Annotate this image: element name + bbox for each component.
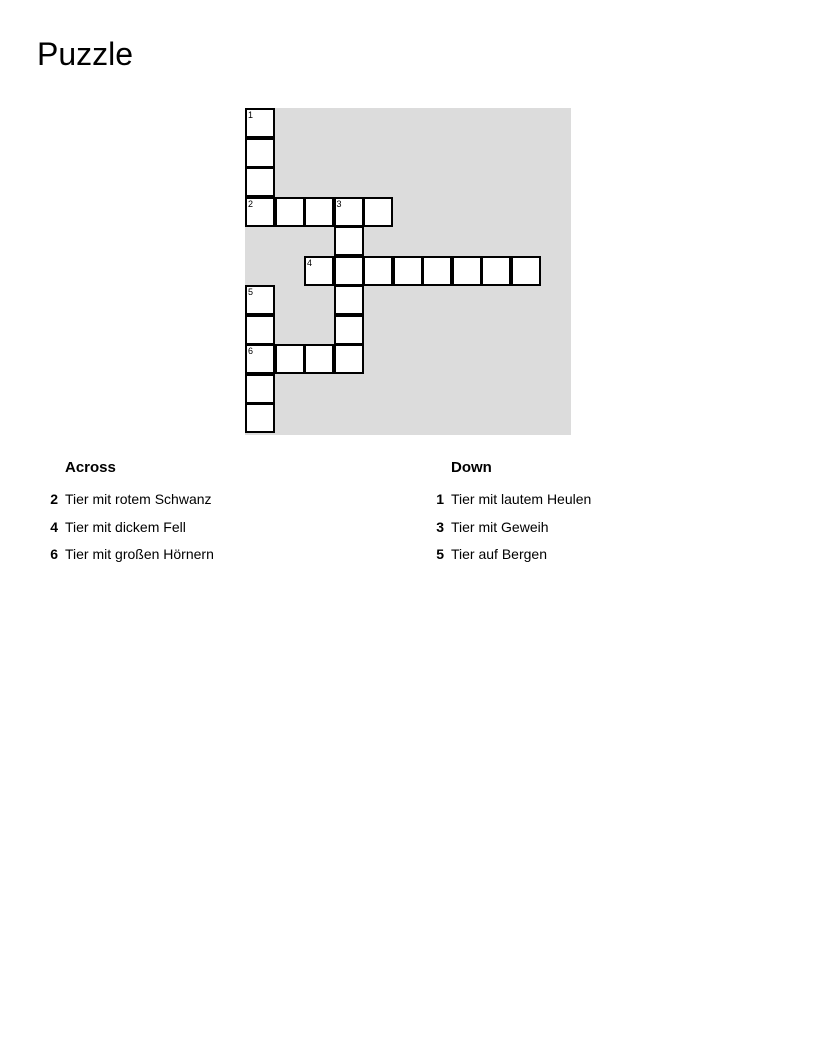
crossword-cell[interactable]	[245, 197, 275, 227]
cell-number: 3	[336, 198, 342, 209]
crossword-cell[interactable]	[452, 256, 482, 286]
cell-number: 5	[248, 287, 254, 297]
crossword-cell[interactable]	[304, 344, 334, 374]
crossword-cell[interactable]	[334, 256, 364, 286]
clue-text: Tier mit dickem Fell	[65, 518, 186, 535]
cell-number: 6	[248, 346, 254, 356]
down-clue	[436, 488, 592, 516]
down-clue-list	[436, 488, 592, 571]
crossword-cell[interactable]	[304, 197, 334, 227]
across-heading: Across	[65, 459, 116, 476]
across-clue	[50, 543, 214, 571]
across-clue-list	[50, 488, 214, 571]
crossword-cell[interactable]	[481, 256, 511, 286]
crossword-cell[interactable]	[245, 138, 275, 168]
cell-number: 4	[307, 257, 313, 268]
clue-text: Tier mit großen Hörnern	[65, 546, 214, 562]
across-clue	[50, 516, 214, 544]
crossword-cell[interactable]	[363, 197, 393, 227]
clue-number: 6	[50, 546, 58, 562]
crossword-cell[interactable]	[245, 285, 275, 315]
clue-number: 4	[50, 518, 58, 535]
clue-text: Tier auf Bergen	[451, 546, 547, 562]
crossword-cell[interactable]	[245, 374, 275, 404]
crossword-cell[interactable]	[363, 256, 393, 286]
clue-text: Tier mit rotem Schwanz	[65, 491, 212, 507]
crossword-cell[interactable]	[245, 108, 275, 138]
clue-number: 2	[50, 491, 58, 507]
down-clue	[436, 543, 591, 571]
down-heading: Down	[451, 459, 492, 476]
crossword-cell[interactable]	[334, 226, 364, 256]
clue-number: 5	[436, 546, 444, 562]
crossword-cell[interactable]	[245, 403, 275, 433]
crossword-cell[interactable]	[245, 167, 275, 197]
crossword-cell[interactable]	[393, 256, 423, 286]
clue-text: Tier mit Geweih	[451, 518, 549, 535]
down-clue	[436, 516, 591, 544]
crossword-grid	[245, 108, 571, 435]
crossword-cell[interactable]	[334, 315, 364, 345]
clue-text: Tier mit lautem Heulen	[451, 491, 592, 507]
crossword-cell[interactable]	[422, 256, 452, 286]
clue-number: 1	[436, 491, 444, 507]
crossword-cell[interactable]	[275, 197, 305, 227]
page-title: Puzzle	[37, 36, 134, 72]
crossword-cell[interactable]	[334, 285, 364, 315]
crossword-cell[interactable]	[304, 256, 334, 286]
crossword-cell[interactable]	[245, 315, 275, 345]
crossword-cell[interactable]	[334, 344, 364, 374]
cell-number: 2	[248, 198, 254, 209]
clue-number: 3	[436, 518, 444, 535]
crossword-cell[interactable]	[245, 344, 275, 374]
crossword-cell[interactable]	[511, 256, 541, 286]
crossword-cell[interactable]	[334, 197, 364, 227]
crossword-cell[interactable]	[275, 344, 305, 374]
across-clue	[50, 488, 214, 516]
cell-number: 1	[248, 110, 254, 120]
